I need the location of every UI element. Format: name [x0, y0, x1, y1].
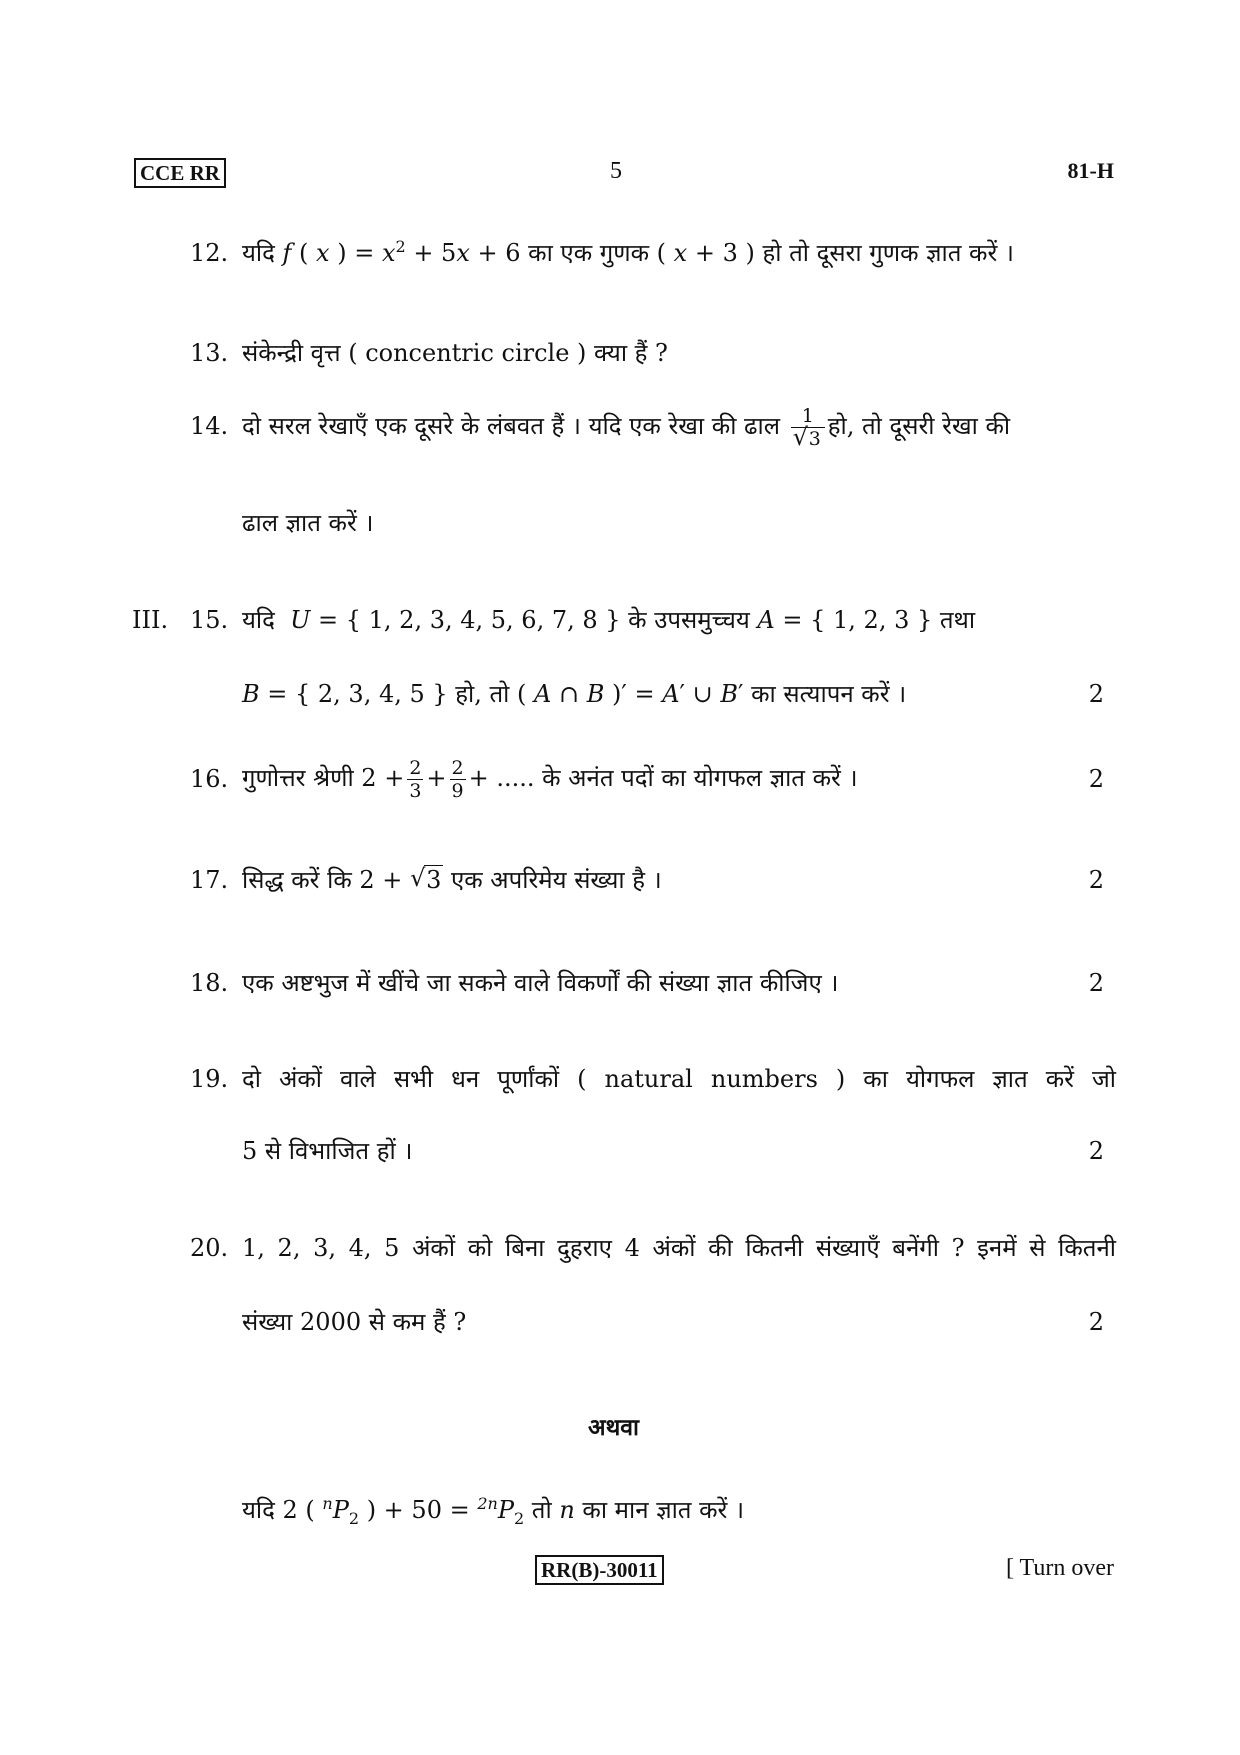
q14-fraction: 1 √ 3: [791, 405, 825, 450]
q17-marks: 2: [1088, 866, 1104, 894]
q20-line1: 1, 2, 3, 4, 5 अंकों को बिना दुहराए 4 अंकों की कितनी संख्याएँ बनेंगी ? इनमें से कितनी: [242, 1234, 1116, 1262]
q13-number: 13.: [190, 339, 229, 367]
q15-marks: 2: [1088, 680, 1104, 708]
q17-text: सिद्ध करें कि 2 + √ 3 एक अपरिमेय संख्या है ।: [242, 863, 662, 897]
q16-text: गुणोत्तर श्रेणी 2 + $\frac{2}{3}$ + $\frac{2}{9}$ + ..... के अनंत पदों का योगफल ज्ञात करें ।: [242, 757, 858, 802]
q18-text: एक अष्टभुज में खींचे जा सकने वाले विकर्णों की संख्या ज्ञात कीजिए ।: [242, 969, 839, 997]
q19-line1: दो अंकों वाले सभी धन पूर्णांकों ( natural numbers ) का योगफल ज्ञात करें जो: [242, 1065, 1116, 1093]
q14-number: 14.: [190, 412, 229, 440]
q18-number: 18.: [190, 969, 229, 997]
q15-number: 15.: [190, 606, 229, 634]
section-label: III.: [132, 606, 169, 634]
q19-number: 19.: [190, 1065, 229, 1093]
header-right-code: 81-H: [1067, 158, 1114, 183]
q13-text: संकेन्द्री वृत्त ( concentric circle ) क्या हैं ?: [242, 339, 668, 367]
footer-code: RR(B)-30011: [535, 1555, 664, 1585]
q19-line2: 5 से विभाजित हों ।: [242, 1137, 413, 1165]
q16-marks: 2: [1088, 765, 1104, 793]
q18-marks: 2: [1088, 969, 1104, 997]
q17-number: 17.: [190, 866, 229, 894]
q20-marks: 2: [1088, 1308, 1104, 1336]
q16-number: 16.: [190, 765, 229, 793]
q20-line2: संख्या 2000 से कम हैं ?: [242, 1308, 467, 1336]
q15-line1: यदि U = { 1, 2, 3, 4, 5, 6, 7, 8 } के उपसमुच्चय A = { 1, 2, 3 } तथा: [242, 606, 976, 634]
q14-line2: ढाल ज्ञात करें ।: [242, 509, 374, 537]
q14-line1: दो सरल रेखाएँ एक दूसरे के लंबवत हैं । यदि एक रेखा की ढाल 1 √ 3 हो, तो दूसरी रेखा की: [242, 400, 1010, 452]
q12-number: 12.: [190, 239, 229, 267]
page-number: 5: [610, 158, 622, 184]
q19-marks: 2: [1088, 1137, 1104, 1165]
header-left-code: CCE RR: [134, 158, 226, 188]
turn-over-note: [ Turn over: [1005, 1555, 1114, 1581]
q20-number: 20.: [190, 1234, 229, 1262]
q15-line2: B = { 2, 3, 4, 5 } हो, तो ( A ∩ B )′ = A′ ∪ B′ का सत्यापन करें ।: [242, 680, 907, 708]
or-question: यदि 2 ( $^nP_2$ ) + $50 = ^{2n}P_2$ तो n का मान ज्ञात करें ।: [242, 1494, 745, 1528]
q12-text: यदि f ( x ) = $x^2 + 5x + 6$ का एक गुणक ( x + 3 ) हो तो दूसरा गुणक ज्ञात करें ।: [242, 237, 1015, 267]
or-heading: अथवा: [588, 1414, 640, 1441]
